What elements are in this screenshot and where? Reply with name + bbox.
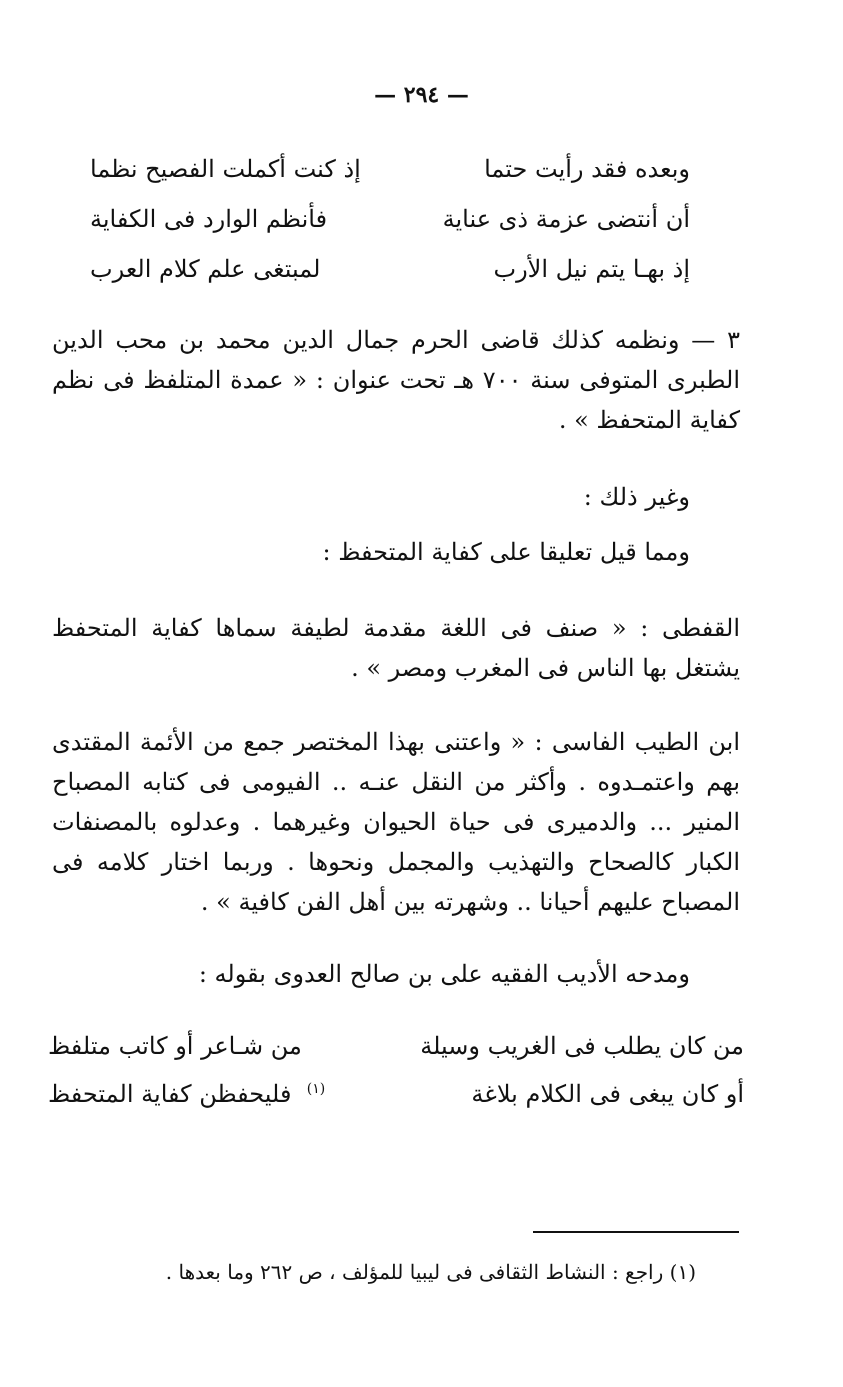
verse-row <box>90 205 690 247</box>
paragraph-qifti: القفطى : « صنف فى اللغة مقدمة لطيفة سماها كفاية المتحفظ يشتغل بها الناس فى المغرب ومصر » . <box>52 614 741 682</box>
verse-first-hemistich: أو كان يبغى فى الكلام بلاغة <box>471 1080 744 1108</box>
footnote-marker[interactable]: (١) <box>306 1081 326 1097</box>
verse-row <box>48 1032 744 1074</box>
verse-row <box>48 1080 744 1122</box>
verse-second-hemistich: من شـاعر أو كاتب متلفظ <box>48 1032 302 1060</box>
footnote: (١) راجع : النشاط الثقافى فى ليبيا للمؤلف ، ص ٢٦٢ وما بعدها . <box>165 1260 696 1284</box>
verse-first-hemistich: من كان يطلب فى الغريب وسيلة <box>420 1032 744 1060</box>
verse-second-hemistich: لمبتغى علم كلام العرب <box>90 255 321 283</box>
verse-first-hemistich: أن أنتضى عزمة ذى عناية <box>442 205 690 233</box>
praise-line: ومدحه الأديب الفقيه على بن صالح العدوى بقوله : <box>198 960 690 988</box>
verse-first-hemistich: وبعده فقد رأيت حتما <box>484 155 690 183</box>
verse-second-hemistich: فأنظم الوارد فى الكفاية <box>90 205 328 233</box>
verse-second-hemistich: إذ كنت أكملت الفصيح نظما <box>90 155 361 183</box>
page-number: — ٢٩٤ — <box>374 82 469 108</box>
verse-row <box>90 255 690 297</box>
comments-heading: ومما قيل تعليقا على كفاية المتحفظ : <box>322 538 690 566</box>
other-works-line: وغير ذلك : <box>583 483 690 511</box>
verse-row <box>90 155 690 197</box>
footnote-divider <box>533 1231 739 1233</box>
paragraph-fasi: ابن الطيب الفاسى : « واعتنى بهذا المختصر جمع من الأئمة المقتدى بهم واعتمـدوه . وأكثر من النقل عنـه .. الفيومى فى كتابه المصباح المنير ... والدميرى فى حياة الحيوان وغيرهما . وعدلوه بالمصنفات الكبار كالصحاح والتهذيب والمجمل ونحوها . وربما اختار كلامه فى المصباح عليهم أحيانا .. وشهرته بين أهل الفن كافية » . <box>52 728 740 916</box>
verse-second-hemistich: $^{(١)}$ فليحفظن كفاية المتحفظ <box>48 1080 326 1108</box>
paragraph-item-3: ٣ — ونظمه كذلك قاضى الحرم جمال الدين محمد بن محب الدين الطبرى المتوفى سنة ٧٠٠ هـ تحت عنوان : « عمدة المتلفظ فى نظم كفاية المتحفظ » . <box>52 326 740 434</box>
verse-first-hemistich: إذ بهـا يتم نيل الأرب <box>493 255 690 283</box>
